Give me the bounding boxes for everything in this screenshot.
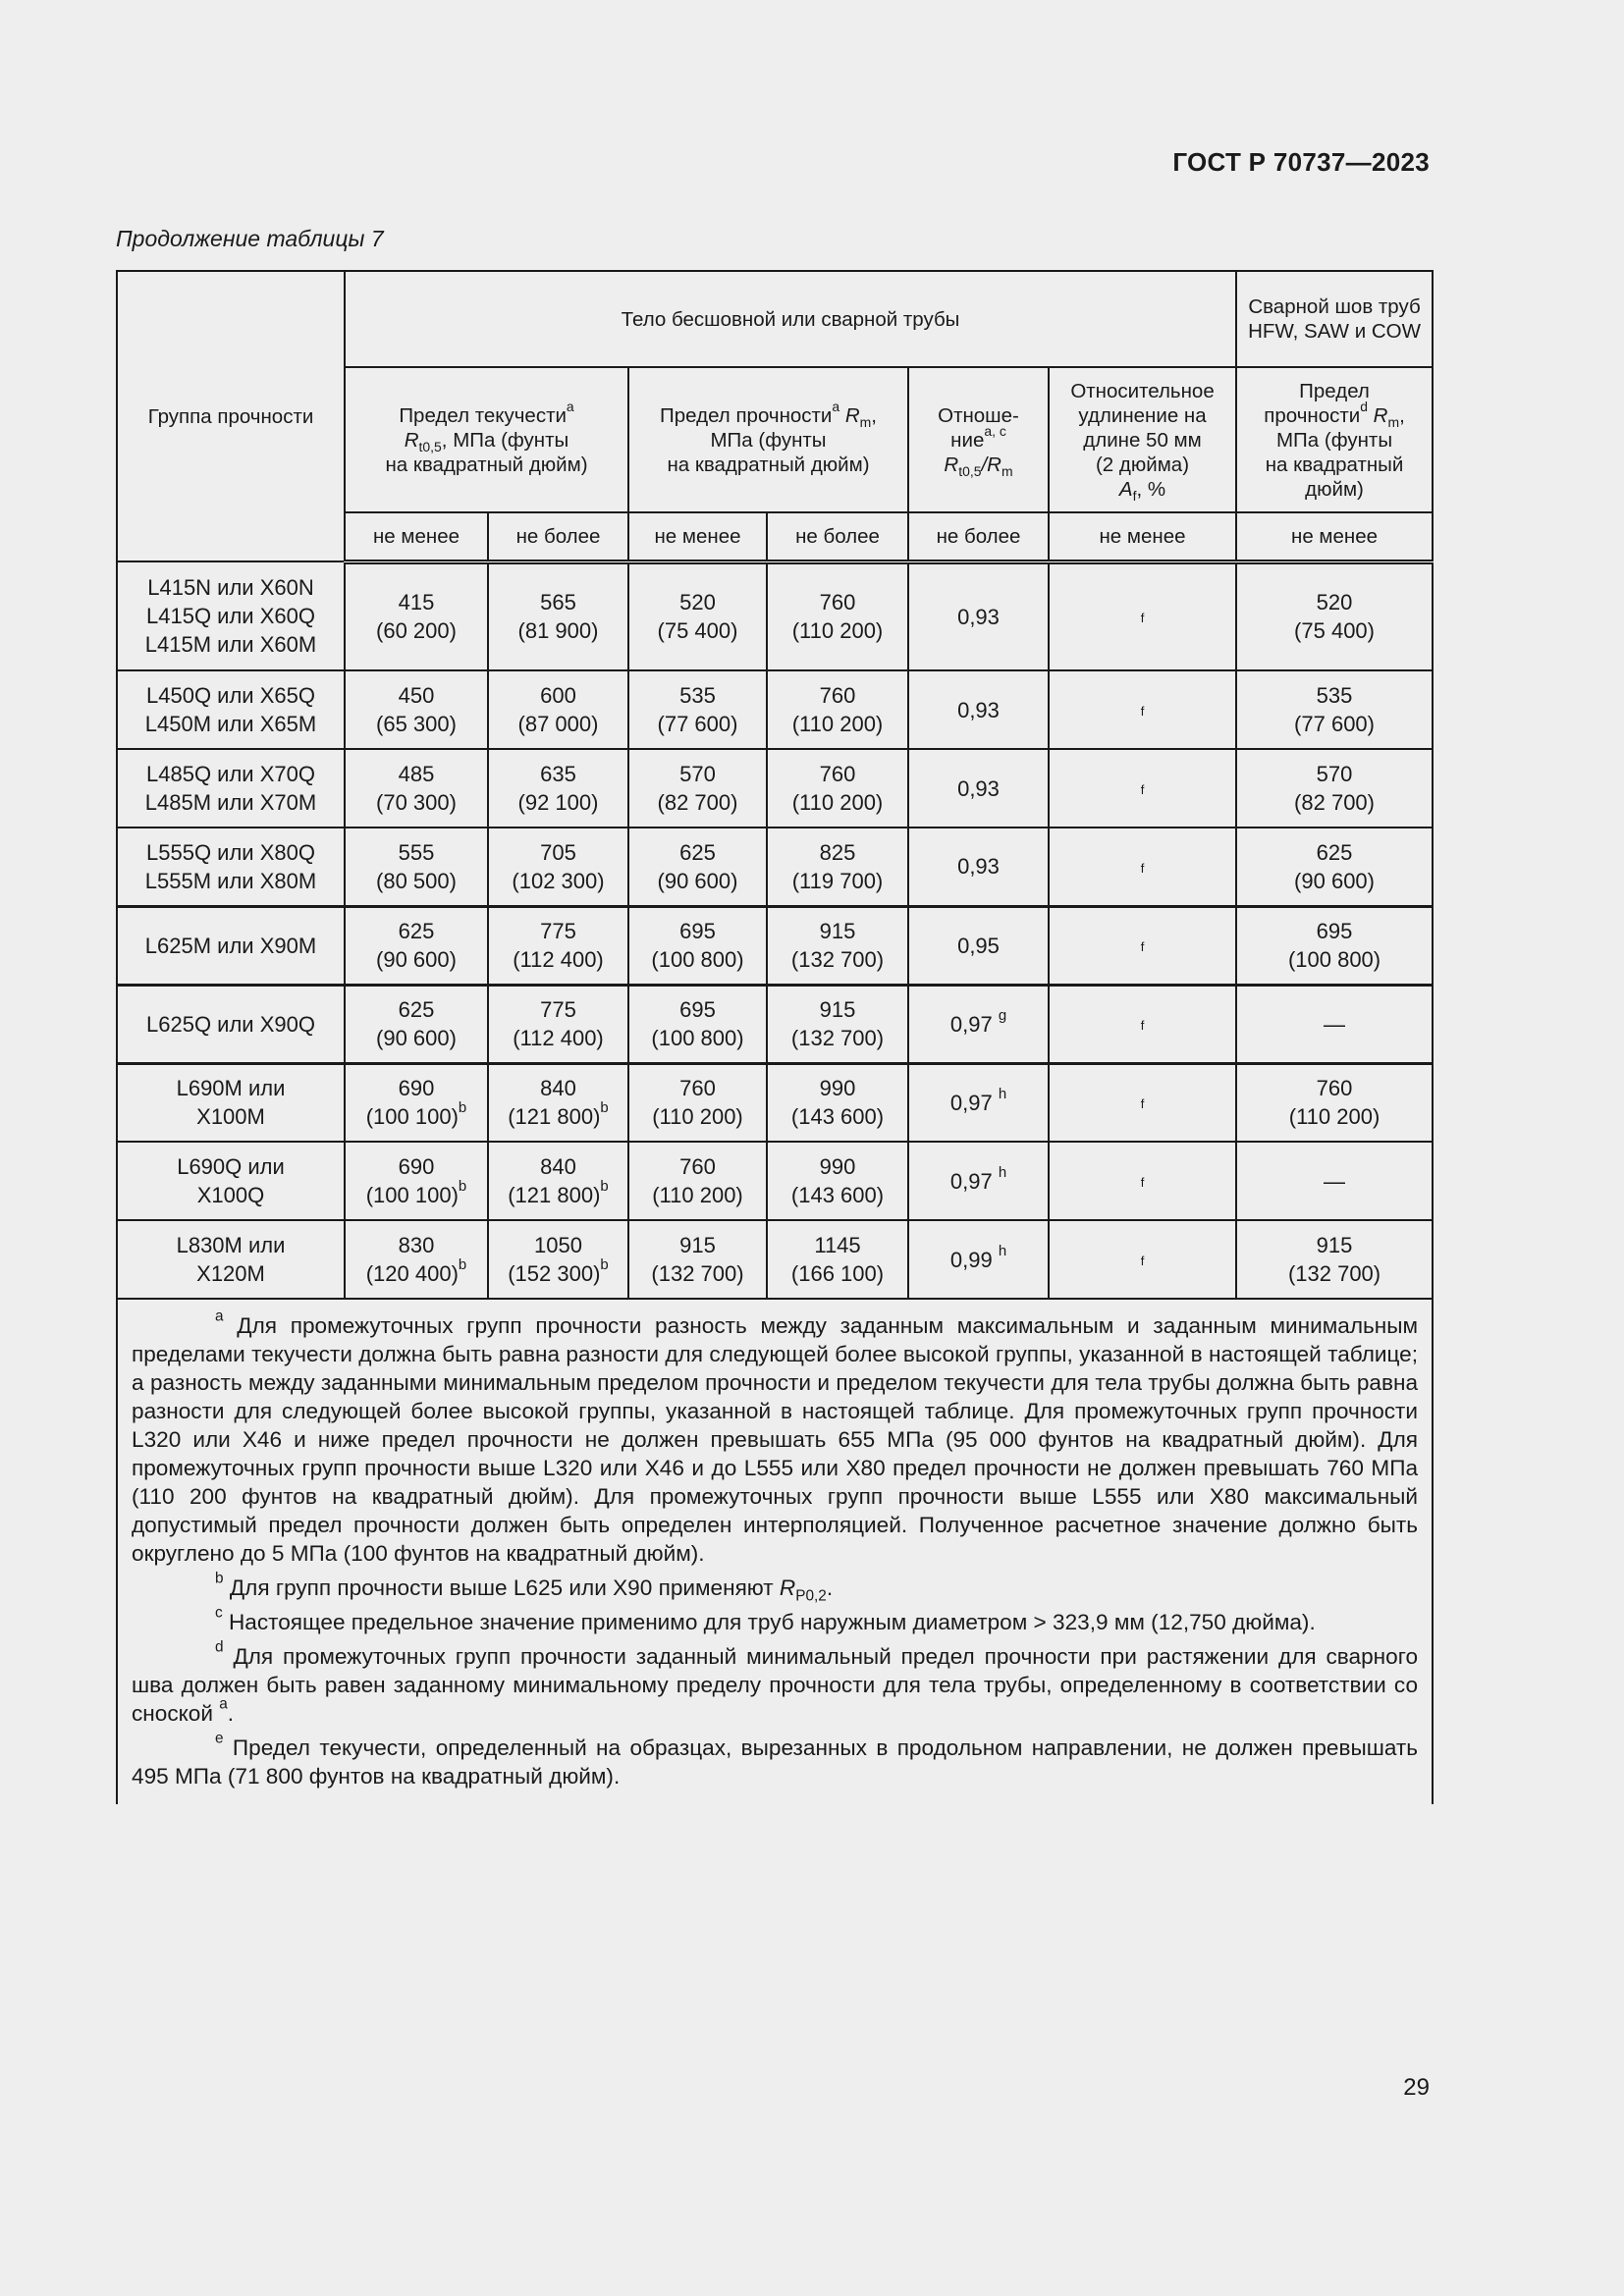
cell-elongation: f [1049, 985, 1236, 1063]
cell-weld-min: 760 (110 200) [1236, 1063, 1433, 1142]
cell-elongation: f [1049, 561, 1236, 670]
cell-yield-max: 775 (112 400) [488, 985, 628, 1063]
cell-elongation: f [1049, 906, 1236, 985]
cell-tensile-min: 695 (100 800) [628, 906, 767, 985]
cell-ratio: 0,97 $^h$ [908, 1142, 1049, 1220]
cell-group: L830M или X120M [117, 1220, 345, 1299]
header-weld-min: не менее [1236, 512, 1433, 561]
cell-yield-min: 690 (100 100)$^b$ [345, 1063, 488, 1142]
cell-weld-min: 915 (132 700) [1236, 1220, 1433, 1299]
cell-elongation: f [1049, 1142, 1236, 1220]
cell-yield-max: 840 (121 800)$^b$ [488, 1142, 628, 1220]
cell-elongation: f [1049, 749, 1236, 828]
cell-ratio: 0,93 [908, 749, 1049, 828]
cell-weld-min: — [1236, 985, 1433, 1063]
properties-table [116, 270, 1434, 1804]
footnote-b: $^b$ Для групп прочности выше L625 или X90 применяют $R_{P0,2}$. [215, 1570, 834, 1605]
header-ratio-max: не более [908, 512, 1049, 561]
header-ratio: Отноше- ние$^{a, c}$ $R_{t0,5}/R_m$ [908, 367, 1049, 512]
header-elongation: Относительное удлинение на длине 50 мм (2 дюйма) $A_f$, % [1049, 367, 1236, 512]
cell-tensile-min: 760 (110 200) [628, 1063, 767, 1142]
table-row [117, 828, 1433, 906]
cell-yield-min: 555 (80 500) [345, 828, 488, 906]
header-group: Группа прочности [117, 271, 345, 561]
footnote-d: $^d$ Для промежуточных групп прочности заданный минимальный предел прочности при растяжении для сварного шва должен быть равен заданному минимальному пределу прочности для тела трубы, определенному в соответствии со сноской $^a$. [132, 1638, 1419, 1726]
cell-ratio: 0,93 [908, 828, 1049, 906]
table-row [117, 749, 1433, 828]
table-row [117, 1063, 1433, 1142]
cell-tensile-min: 535 (77 600) [628, 670, 767, 749]
table-row [117, 670, 1433, 749]
cell-yield-min: 625 (90 600) [345, 906, 488, 985]
cell-tensile-min: 915 (132 700) [628, 1220, 767, 1299]
cell-weld-min: 535 (77 600) [1236, 670, 1433, 749]
table-row [117, 985, 1433, 1063]
header-tensile: Предел прочности$^a$ $R_m$, МПа (фунты на квадратный дюйм) [628, 367, 908, 512]
cell-yield-max: 1050 (152 300)$^b$ [488, 1220, 628, 1299]
cell-group: L690M или X100M [117, 1063, 345, 1142]
cell-group: L625Q или X90Q [117, 985, 345, 1063]
cell-group: L555Q или X80Q L555M или X80M [117, 828, 345, 906]
table-row [117, 1220, 1433, 1299]
cell-weld-min: — [1236, 1142, 1433, 1220]
cell-yield-max: 775 (112 400) [488, 906, 628, 985]
cell-yield-min: 485 (70 300) [345, 749, 488, 828]
footnote-c: $^c$ Настоящее предельное значение применимо для труб наружным диаметром > 323,9 мм (12,750 дюйма). [215, 1604, 1316, 1634]
cell-tensile-max: 760 (110 200) [767, 670, 908, 749]
header-body-span: Тело бесшовной или сварной трубы [345, 271, 1236, 367]
table-row [117, 906, 1433, 985]
table-row [117, 1142, 1433, 1220]
cell-tensile-max: 825 (119 700) [767, 828, 908, 906]
cell-elongation: f [1049, 828, 1236, 906]
header-tensile-min: не менее [628, 512, 767, 561]
cell-tensile-max: 990 (143 600) [767, 1142, 908, 1220]
cell-group: L485Q или X70Q L485M или X70M [117, 749, 345, 828]
header-yield-min: не менее [345, 512, 488, 561]
cell-yield-min: 625 (90 600) [345, 985, 488, 1063]
document-id: ГОСТ Р 70737—2023 [1172, 147, 1430, 177]
cell-weld-min: 570 (82 700) [1236, 749, 1433, 828]
cell-tensile-min: 695 (100 800) [628, 985, 767, 1063]
footnote-e: $^e$ Предел текучести, определенный на образцах, вырезанных в продольном направлении, не должен превышать 495 МПа (71 800 фунтов на квадратный дюйм). [132, 1730, 1419, 1789]
cell-ratio: 0,97 $^g$ [908, 985, 1049, 1063]
header-weld-span: Сварной шов труб HFW, SAW и COW [1236, 271, 1433, 367]
cell-group: L415N или X60N L415Q или X60Q L415M или X60M [117, 561, 345, 670]
cell-weld-min: 625 (90 600) [1236, 828, 1433, 906]
header-tensile-max: не более [767, 512, 908, 561]
footnote-a: $^a$ Для промежуточных групп прочности разность между заданным максимальным и заданным минимальным пределами текучести должна быть равна разности для следующей более высокой группы, указанной в настоящей таблице; а разность между заданными минимальным пределом прочности и пределом текучести для тела трубы должна быть равна разности для следующей более высокой группы, указанной в настоящей таблице. Для промежуточных групп прочности L320 или X46 и ниже предел прочности не должен превышать 655 МПа (95 000 фунтов на квадратный дюйм). Для промежуточных групп прочности выше L320 или X46 и до L555 или X80 предел прочности не должен превышать 760 МПа (110 200 фунтов на квадратный дюйм). Для промежуточных групп прочности выше L555 или X80 максимальный допустимый предел прочности должен быть определен интерполяцией. Полученное расчетное значение должно быть округлено до 5 МПа (100 фунтов на квадратный дюйм). [132, 1308, 1419, 1566]
cell-yield-max: 635 (92 100) [488, 749, 628, 828]
cell-group: L690Q или X100Q [117, 1142, 345, 1220]
page-number: 29 [1403, 2074, 1430, 2101]
cell-ratio: 0,99 $^h$ [908, 1220, 1049, 1299]
footnotes [117, 1299, 1433, 1804]
cell-group: L450Q или X65Q L450M или X65M [117, 670, 345, 749]
header-yield-max: не более [488, 512, 628, 561]
cell-weld-min: 695 (100 800) [1236, 906, 1433, 985]
cell-ratio: 0,93 [908, 670, 1049, 749]
cell-yield-min: 830 (120 400)$^b$ [345, 1220, 488, 1299]
cell-tensile-max: 1145 (166 100) [767, 1220, 908, 1299]
cell-yield-max: 840 (121 800)$^b$ [488, 1063, 628, 1142]
cell-tensile-min: 625 (90 600) [628, 828, 767, 906]
header-weld-tensile: Предел прочности$^d$ $R_m$, МПа (фунты на квадратный дюйм) [1236, 367, 1433, 512]
cell-tensile-min: 570 (82 700) [628, 749, 767, 828]
header-yield: Предел текучести$^a$ $R_{t0,5}$, МПа (фунты на квадратный дюйм) [345, 367, 628, 512]
cell-ratio: 0,93 [908, 561, 1049, 670]
cell-ratio: 0,95 [908, 906, 1049, 985]
cell-tensile-max: 760 (110 200) [767, 749, 908, 828]
cell-yield-min: 450 (65 300) [345, 670, 488, 749]
cell-weld-min: 520 (75 400) [1236, 561, 1433, 670]
cell-tensile-min: 520 (75 400) [628, 561, 767, 670]
cell-tensile-max: 915 (132 700) [767, 906, 908, 985]
cell-yield-max: 565 (81 900) [488, 561, 628, 670]
cell-yield-max: 705 (102 300) [488, 828, 628, 906]
cell-group: L625M или X90M [117, 906, 345, 985]
cell-tensile-min: 760 (110 200) [628, 1142, 767, 1220]
cell-yield-min: 415 (60 200) [345, 561, 488, 670]
cell-yield-min: 690 (100 100)$^b$ [345, 1142, 488, 1220]
cell-elongation: f [1049, 1063, 1236, 1142]
table-caption: Продолжение таблицы 7 [116, 226, 384, 251]
cell-elongation: f [1049, 1220, 1236, 1299]
header-elong-min: не менее [1049, 512, 1236, 561]
cell-ratio: 0,97 $^h$ [908, 1063, 1049, 1142]
cell-tensile-max: 990 (143 600) [767, 1063, 908, 1142]
table-row [117, 561, 1433, 670]
cell-elongation: f [1049, 670, 1236, 749]
cell-tensile-max: 915 (132 700) [767, 985, 908, 1063]
cell-tensile-max: 760 (110 200) [767, 561, 908, 670]
cell-yield-max: 600 (87 000) [488, 670, 628, 749]
